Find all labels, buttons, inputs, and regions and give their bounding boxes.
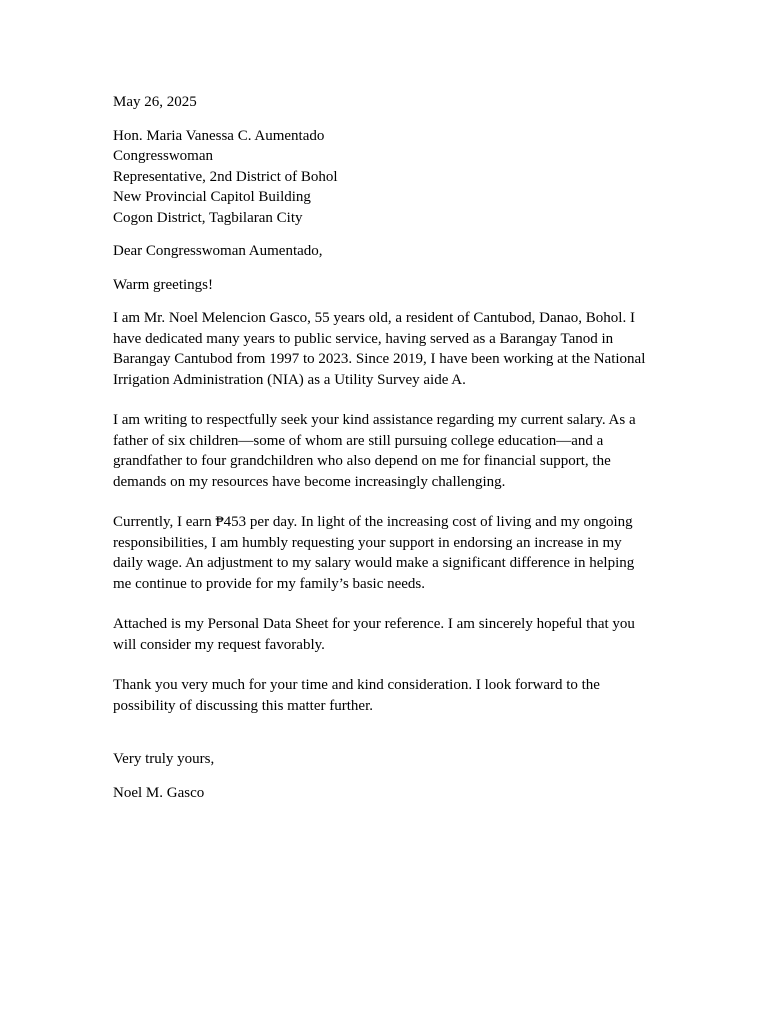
signature-name: Noel M. Gasco — [113, 784, 205, 801]
recipient-building: New Provincial Capitol Building — [113, 189, 311, 205]
recipient-address — [113, 126, 653, 229]
recipient-city: Cogon District, Tagbilaran City — [113, 209, 303, 226]
letter-page — [113, 92, 653, 803]
body-paragraph-attachment: Attached is my Personal Data Sheet for your reference. I am sincerely hopeful that you will consider my request favorably. — [113, 616, 635, 653]
body-paragraph-thanks: Thank you very much for your time and kind consideration. I look forward to the possibility of discussing this matter further. — [113, 677, 600, 714]
recipient-name: Hon. Maria Vanessa C. Aumentado — [113, 127, 325, 144]
body-paragraph-intro: I am Mr. Noel Melencion Gasco, 55 years old, a resident of Cantubod, Danao, Bohol. I have dedicated many years to public service, having served as a Barangay Tanod in Barangay Cantubod from 1997 to 2023. Since 2019, I have been working at the National Irrigation Administration (NIA) as a Utility Survey aide A. — [113, 310, 646, 388]
body-paragraph-salary: Currently, I earn ₱453 per day. In light of the increasing cost of living and my ongoing responsibilities, I am humbly requesting your support in endorsing an increase in my daily wage. An adjustment to my salary would make a significant difference in helping me continue to provide for my family’s basic needs. — [113, 514, 635, 592]
greeting: Warm greetings! — [113, 276, 214, 293]
body-paragraph-request: I am writing to respectfully seek your kind assistance regarding my current salary. As a father of six children—some of whom are still pursuing college education—and a grandfather to four grandchildren who also depend on me for financial support, the demands on my resources have become increasingly challenging. — [113, 412, 636, 490]
letter-date: May 26, 2025 — [113, 94, 197, 110]
recipient-position: Representative, 2nd District of Bohol — [113, 168, 338, 185]
closing: Very truly yours, — [113, 751, 215, 767]
salutation: Dear Congresswoman Aumentado, — [113, 243, 323, 259]
recipient-title: Congresswoman — [113, 148, 213, 164]
